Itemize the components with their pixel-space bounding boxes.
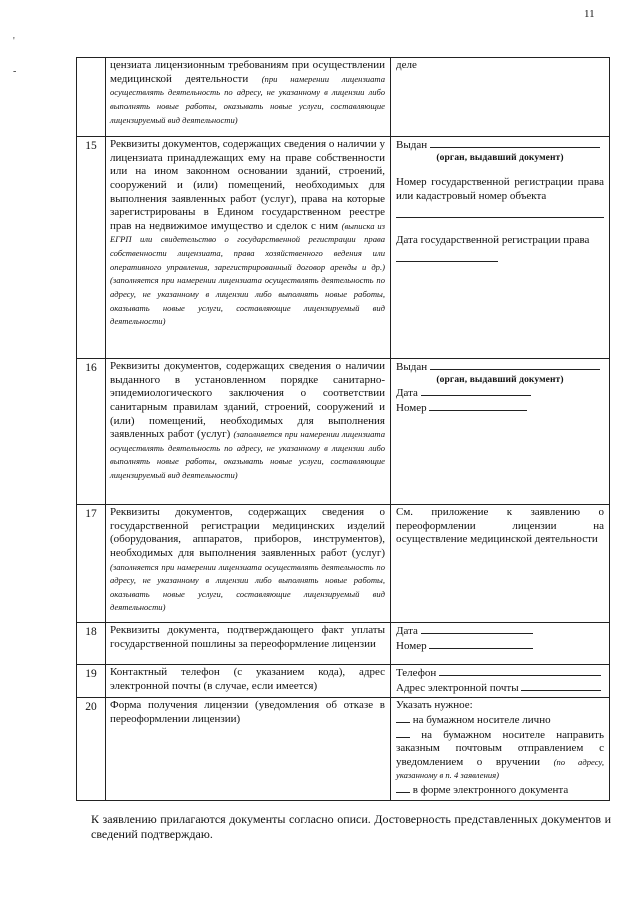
registration-date-input-line[interactable] (396, 252, 498, 262)
row-number (77, 58, 106, 137)
requirement-cell (106, 58, 391, 137)
date-input-line[interactable] (421, 624, 533, 634)
requirement-note: (заполняется при намерении лицензиата осуществлять деятельность по адресу, не указанному в лицензии либо выполнять новые работы, оказывать новые услуги, составляющие лицензируемый вид деятельности) (110, 275, 385, 327)
issued-caption: (орган, выдавший документ) (436, 152, 564, 163)
requirement-text: Реквизиты документа, подтверждающего факт уплаты государственной пошлины за переоформление лицензии (110, 624, 385, 650)
license-form-table (76, 57, 610, 801)
answer-cell (391, 137, 610, 359)
option-electronic: в форме электронного документа (412, 784, 569, 796)
requirement-note: (заполняется при намерении лицензиата осуществлять деятельность по адресу, не указанному в лицензии либо выполнять новые работы, оказывать новые услуги, составляющие лицензируемый вид деятельности) (110, 429, 386, 480)
answer-cell (391, 359, 610, 505)
answer-text: деле (396, 59, 417, 71)
table-row (77, 359, 610, 505)
requirement-cell (106, 623, 391, 665)
requirement-note: (выписка из ЕГРП или свидетельство о государственной регистрации права собственности лицензиата, права хозяйственного ведения или оперативного управления, зарегистрированный договор аренды и др.) (110, 220, 385, 272)
table-row (77, 665, 610, 698)
email-label: Адрес электронной почты (396, 681, 519, 694)
answer-cell (391, 665, 610, 698)
option-checkbox[interactable] (396, 728, 410, 738)
margin-mark: - (13, 66, 17, 77)
page-number: 11 (584, 8, 595, 20)
row-number: 19 (77, 665, 106, 698)
requirement-note: (при намерении лицензиата осуществлять деятельность по адресу, не указанному в лицензии либо выполнять новые работы, оказывать новые услуги, составляющие лицензируемый вид деятельности) (110, 73, 385, 125)
issued-label: Выдан (396, 139, 428, 151)
email-input-line[interactable] (521, 681, 601, 691)
requirement-text: Форма получения лицензии (уведомления об отказе в переоформлении лицензии) (110, 699, 385, 725)
requirement-note: (заполняется при намерении лицензиата осуществлять деятельность по адресу, не указанному в лицензии либо выполнять новые работы, оказывать новые услуги, составляющие лицензируемый вид деятельности) (110, 561, 385, 613)
row-number: 15 (77, 137, 106, 359)
option-checkbox[interactable] (396, 783, 410, 793)
number-input-line[interactable] (429, 401, 527, 411)
issued-caption: (орган, выдавший документ) (436, 374, 564, 385)
requirement-cell (106, 359, 391, 505)
requirement-text: Реквизиты документов, содержащих сведения о государственной регистрации медицинских изделий (оборудования, аппаратов, приборов, инструментов), необходимых для выполнения заявленных работ (услуг) (110, 506, 385, 559)
table-row (77, 623, 610, 665)
issued-input-line[interactable] (430, 360, 600, 370)
requirement-cell (106, 137, 391, 359)
phone-input-line[interactable] (439, 666, 601, 676)
requirement-text: Реквизиты документов, содержащих сведения о наличии выданного в установленном порядке санитарно-эпидемиологического заключения о соответствии санитарным правилам зданий, строений, сооружений и (или) помещений, необходимых для выполнения заявленных работ (услуг) (110, 360, 385, 441)
table-row (77, 58, 610, 137)
table-row (77, 505, 610, 623)
answer-cell (391, 505, 610, 623)
row-number: 20 (77, 698, 106, 800)
choose-label: Указать нужное: (396, 699, 473, 712)
answer-cell (391, 623, 610, 665)
option-paper-in-person: на бумажном носителе лично (412, 713, 551, 726)
row-number: 18 (77, 623, 106, 665)
requirement-cell (106, 505, 391, 623)
requirement-text: цензиата лицензионным требованиям при осуществлении медицинской деятельности (110, 59, 385, 85)
registration-date-label: Дата государственной регистрации права (396, 234, 590, 247)
date-label: Дата (396, 625, 418, 637)
issued-label: Выдан (396, 361, 428, 373)
footer-statement: К заявлению прилагаются документы согласно описи. Достоверность представленных документов и сведений подтверждаю. (91, 812, 611, 842)
option-paper-by-mail: на бумажном носителе направить заказным почтовым отправлением с уведомлением о вручении (396, 728, 604, 768)
option-checkbox[interactable] (396, 713, 410, 723)
number-input-line[interactable] (429, 639, 533, 649)
option-paper-by-mail-note: (по адресу, указанному в п. 4 заявления) (396, 756, 604, 781)
date-input-line[interactable] (421, 386, 531, 396)
issued-input-line[interactable] (430, 138, 600, 148)
registration-number-input-line[interactable] (396, 208, 604, 218)
requirement-cell (106, 698, 391, 800)
date-label: Дата (396, 387, 418, 400)
number-label: Номер (396, 639, 427, 652)
margin-mark: ' (13, 36, 15, 47)
answer-text: См. приложение к заявлению о переоформлении лицензии на осуществление медицинской деятельности (396, 506, 604, 546)
row-number: 17 (77, 505, 106, 623)
phone-label: Телефон (396, 667, 437, 679)
answer-cell (391, 58, 610, 137)
table-row (77, 698, 610, 800)
row-number: 16 (77, 359, 106, 505)
requirement-cell (106, 665, 391, 698)
requirement-text: Реквизиты документов, содержащих сведения о наличии у лицензиата принадлежащих ему на праве собственности или на ином законном основании зданий, строений, сооружений и (или) помещений, необходимых для выполнения заявленных работ (услуг), права на которые зарегистрированы в Едином государственном реестре прав на недвижимое имущество и сделок с ним (110, 138, 385, 232)
requirement-text: Контактный телефон (с указанием кода), адрес электронной почты (в случае, если имеется) (110, 666, 385, 692)
answer-cell (391, 698, 610, 800)
table-row (77, 137, 610, 359)
number-label: Номер (396, 402, 427, 415)
registration-number-label: Номер государственной регистрации права или кадастровый номер объекта (396, 176, 604, 203)
